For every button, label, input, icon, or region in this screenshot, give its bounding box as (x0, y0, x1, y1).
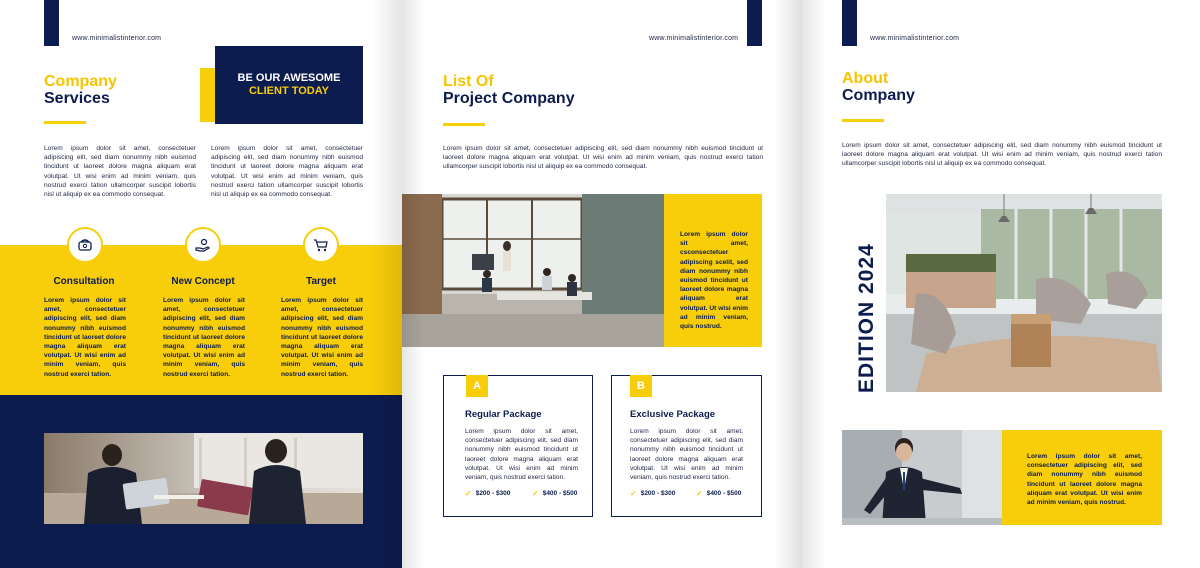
brochure-page-services (0, 0, 402, 568)
package-badge: A (466, 375, 488, 397)
price-label: $400 - $500 (706, 490, 742, 497)
service-text: Lorem ipsum dolor sit amet, consectetuer adipiscing elit, sed diam nonummy nibh euismod tincidunt ut laoreet dolore magna aliquam erat volutpat. Ut wisi enim ad minim veniam, quis nostrud exerci tation. (163, 297, 245, 378)
service-title: Target (306, 276, 336, 287)
service-title: New Concept (171, 276, 235, 287)
fold-shadow-right (774, 0, 802, 568)
highlight-text: Lorem ipsum dolor sit amet, csconsectetuer adipiscing scelit, sed diam nonummy nibh euismod tincidunt ut laoreet dolore magna aliquam erat volutpat. Ut wisi enim ad minim veniam, quis nostrud. (680, 231, 748, 331)
website-url: www.minimalistinterior.com (649, 35, 739, 42)
package-title: Exclusive Package (630, 409, 716, 420)
fold-shadow-left (802, 0, 826, 568)
intro-text: Lorem ipsum dolor sit amet, consectetuer adipiscing elit, sed diam nonummy nibh euismod tincidunt ut laoreet dolore magna aliquam erat volutpat. Ut wisi enim ad minim veniam, quis nostrud exerci tation ullamcorper suscipit lobortis nisl ut aliquip ex ea commodo consequat. (443, 145, 763, 171)
package-text: Lorem ipsum dolor sit amet, consectetuer adipiscing elit, sed diam nonummy nibh euismod tincidunt ut laoreet dolore magna aliquam erat volutpat. Ut wisi enim ad minim veniam, quis nostrud exerci tation. (630, 428, 743, 482)
banner-line-2: CLIENT TODAY (248, 85, 330, 97)
top-accent-bar (44, 0, 59, 46)
title-line-2: Services (44, 90, 110, 107)
promo-banner (215, 46, 363, 124)
body-text-col-2: Lorem ipsum dolor sit amet, consectetuer adipiscing elit, sed diam nonummy nibh euismod tincidunt ut laoreet dolore magna aliquam erat volutpat. Ut wisi enim ad minim veniam, quis nostrud exerci tation ullamcorper suscipit lobortis nisl ut aliquip ex ea commodo consequat. (211, 145, 363, 199)
highlight-text: Lorem ipsum dolor sit amet, consectetuer adipiscing elit, sed diam nonummy nibh euismod tincidunt ut laoreet dolore magna aliquam erat volutpat. Ut wisi enim ad minim veniam, quis nostrud. (1027, 453, 1142, 507)
meeting-photo (44, 433, 363, 524)
title-line-1: List Of (443, 73, 494, 90)
phone-icon (67, 227, 103, 263)
price-option (630, 489, 675, 498)
price-option (465, 489, 510, 498)
brochure-page-about (802, 0, 1200, 568)
title-line-1: About (842, 70, 889, 87)
title-underline (842, 119, 884, 122)
package-title: Regular Package (465, 409, 542, 420)
title-line-1: Company (44, 73, 117, 90)
lounge-photo (886, 194, 1162, 392)
businessman-photo (842, 430, 1002, 525)
brochure-page-projects (402, 0, 802, 568)
hand-coin-icon (185, 227, 221, 263)
website-url: www.minimalistinterior.com (72, 35, 162, 42)
top-accent-bar (842, 0, 857, 46)
page-title (44, 73, 117, 107)
price-label: $200 - $300 (640, 490, 676, 497)
title-line-2: Company (842, 87, 915, 104)
package-text: Lorem ipsum dolor sit amet, consectetuer adipiscing elit, sed diam nonummy nibh euismod tincidunt ut laoreet dolore magna aliquam erat volutpat. Ut wisi enim ad minim veniam, quis nostrud exerci tation. (465, 428, 578, 482)
price-label: $200 - $300 (475, 490, 511, 497)
body-text-col-1: Lorem ipsum dolor sit amet, consectetuer adipiscing elit, sed diam nonummy nibh euismod tincidunt ut laoreet dolore magna aliquam erat volutpat. Ut wisi enim ad minim veniam, quis nostrud exerci tation ullamcorper suscipit lobortis nisl ut aliquip ex ea commodo consequat. (44, 145, 196, 199)
service-text: Lorem ipsum dolor sit amet, consectetuer adipiscing elit, sed diam nonummy nibh euismod tincidunt ut laoreet dolore magna aliquam erat volutpat. Ut wisi enim ad minim veniam, quis nostrud exerci tation. (281, 297, 363, 378)
page-title (443, 73, 575, 107)
office-meeting-photo (402, 194, 664, 347)
website-url: www.minimalistinterior.com (870, 35, 960, 42)
package-badge: B (630, 375, 652, 397)
check-icon: ✓ (532, 489, 539, 498)
banner-line-1: BE OUR AWESOME (237, 72, 341, 84)
service-text: Lorem ipsum dolor sit amet, consectetuer adipiscing elit, sed diam nonummy nibh euismod tincidunt ut laoreet dolore magna aliquam erat volutpat. Ut wisi enim ad minim veniam, quis nostrud exerci tation. (44, 297, 126, 378)
edition-label: EDITION 2024 (855, 243, 878, 393)
title-underline (443, 123, 485, 126)
title-line-2: Project Company (443, 90, 575, 107)
intro-text: Lorem ipsum dolor sit amet, consectetuer adipiscing elit, sed diam nonummy nibh euismod tincidunt ut laoreet dolore magna aliquam erat volutpat. Ut wisi enim ad minim veniam, quis nostrud exerci tation ullamcorper suscipit lobortis nisl ut aliquip ex ea commodo consequat. (842, 142, 1162, 168)
title-underline (44, 121, 86, 124)
check-icon: ✓ (465, 489, 472, 498)
page-title (842, 70, 915, 104)
cart-icon (303, 227, 339, 263)
check-icon: ✓ (630, 489, 637, 498)
price-option (532, 489, 577, 498)
check-icon: ✓ (696, 489, 703, 498)
price-option (696, 489, 741, 498)
price-label: $400 - $500 (542, 490, 578, 497)
service-title: Consultation (53, 276, 115, 287)
top-accent-bar (747, 0, 762, 46)
